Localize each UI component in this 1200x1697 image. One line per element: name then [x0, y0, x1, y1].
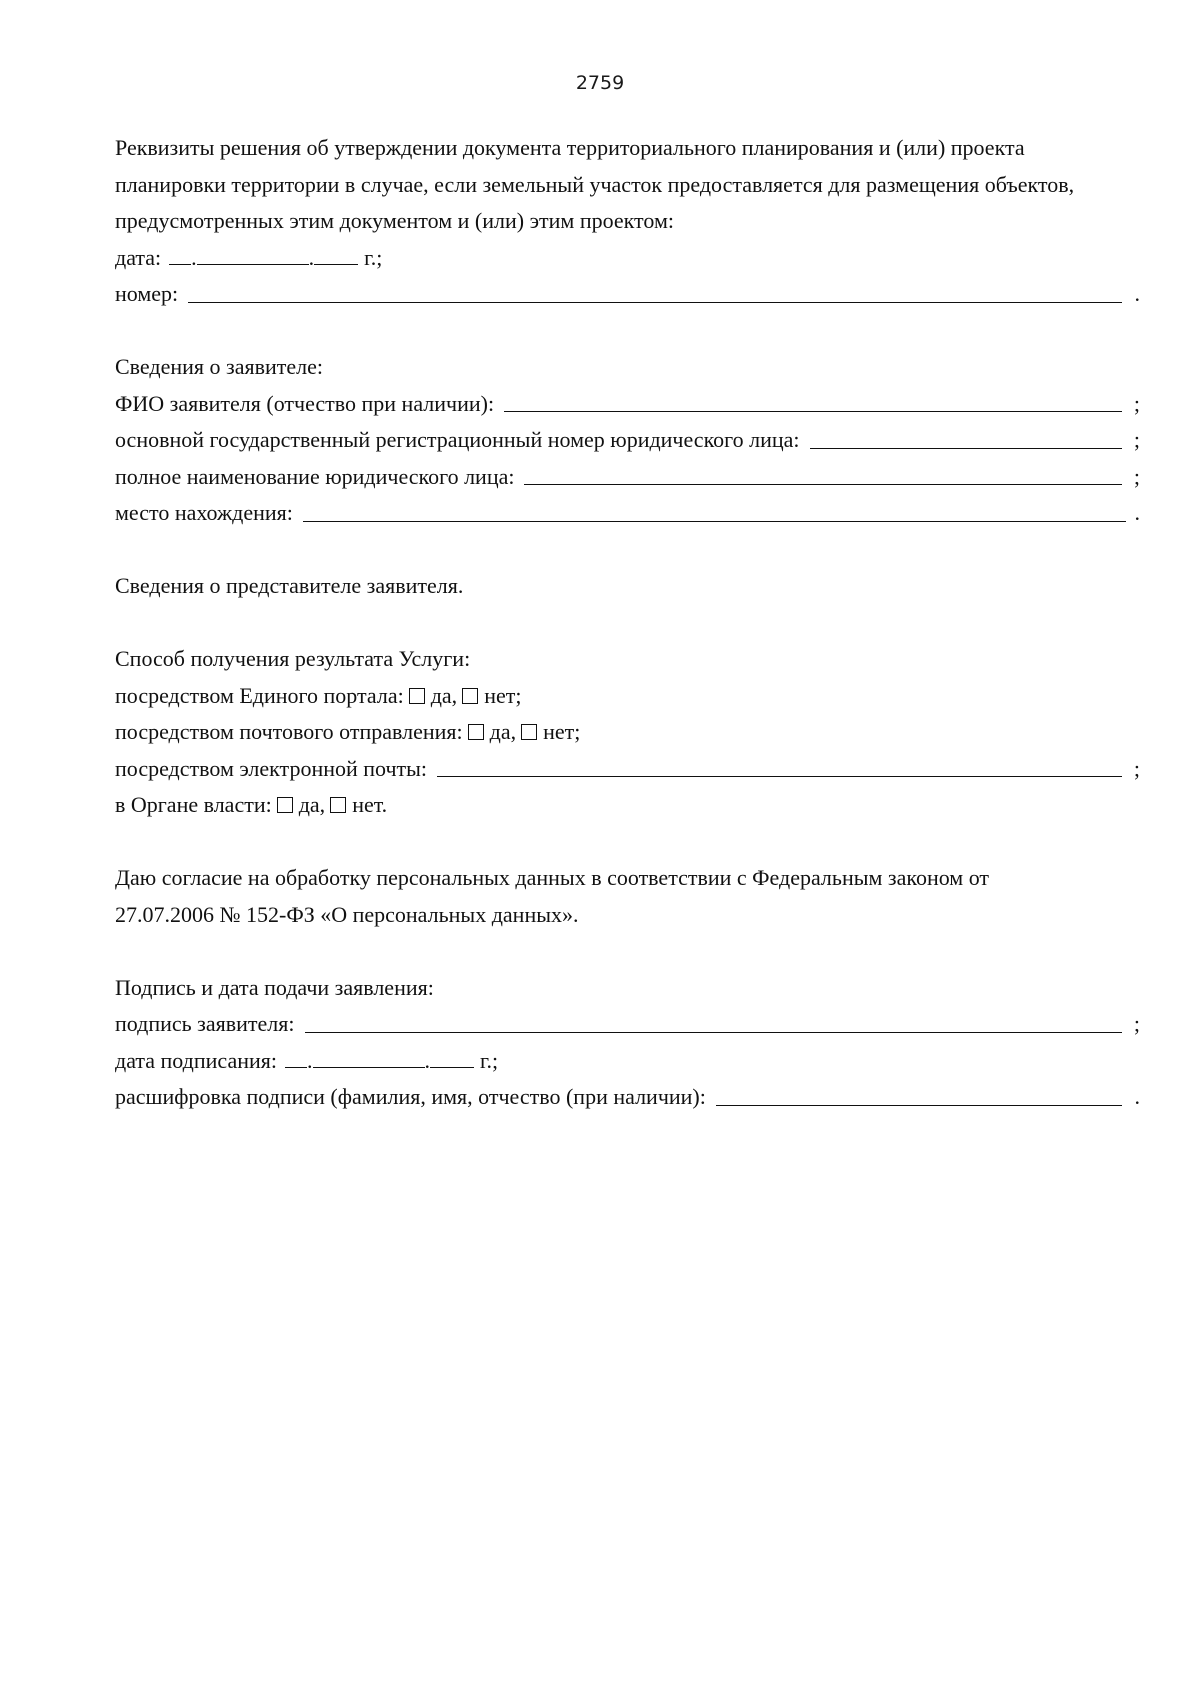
post-yes-checkbox[interactable] — [468, 724, 484, 740]
decision-date-label: дата: — [115, 244, 162, 270]
line-end-semicolon: ; — [1133, 1011, 1140, 1036]
delivery-post-label: посредством почтового отправления: — [115, 719, 463, 744]
sign-date-label: дата подписания: — [115, 1047, 277, 1073]
yes-label: да, — [430, 682, 458, 708]
delivery-office-row — [115, 787, 1140, 824]
yes-label: да, — [298, 792, 326, 817]
decision-date-row — [115, 240, 1140, 277]
representative-heading: Сведения о представителе заявителя. — [115, 573, 464, 598]
applicant-fio-field[interactable] — [504, 393, 1122, 412]
sign-date-day-field[interactable] — [285, 1049, 307, 1068]
decision-number-row — [115, 276, 1140, 313]
no-label: нет; — [484, 682, 522, 708]
date-separator: . — [424, 1047, 430, 1073]
decision-date-day-field[interactable] — [169, 246, 191, 265]
signature-decode-row — [115, 1079, 1140, 1116]
signature-field[interactable] — [305, 1014, 1122, 1033]
consent-text: Даю согласие на обработку персональных данных в соответствии с Федеральным законом от 27.07.2006 № 152-ФЗ «О персональных данных». — [115, 865, 990, 927]
line-end-period: . — [1134, 1084, 1140, 1109]
portal-yes-checkbox[interactable] — [409, 688, 425, 704]
applicant-heading: Сведения о заявителе: — [115, 354, 324, 379]
applicant-ogrn-field[interactable] — [810, 430, 1122, 449]
portal-no-checkbox[interactable] — [462, 688, 478, 704]
applicant-org-name-row — [115, 459, 1140, 496]
date-separator: . — [307, 1047, 313, 1073]
sign-date-suffix: г.; — [480, 1047, 499, 1073]
signature-row — [115, 1006, 1140, 1043]
delivery-email-label: посредством электронной почты: — [115, 755, 428, 781]
no-label: нет. — [352, 792, 388, 817]
decision-requisites-text: Реквизиты решения об утверждении документа территориального планирования и (или) проекта планировки территории в случае, если земельный участок предоставляется для размещения объектов, предусмотренных этим документом и (или) этим проектом: — [115, 135, 1075, 233]
application-form — [115, 130, 1140, 1116]
applicant-fio-label: ФИО заявителя (отчество при наличии): — [115, 390, 495, 416]
sign-date-month-field[interactable] — [313, 1049, 425, 1068]
decision-date-year-field[interactable] — [314, 246, 358, 265]
decision-date-suffix: г.; — [364, 244, 383, 270]
post-no-checkbox[interactable] — [521, 724, 537, 740]
page-number: 2759 — [575, 72, 625, 94]
line-end-period: . — [1134, 281, 1140, 306]
signature-label: подпись заявителя: — [115, 1011, 295, 1036]
delivery-portal-label: посредством Единого портала: — [115, 682, 404, 708]
no-label: нет; — [543, 719, 581, 744]
sign-date-row — [115, 1043, 1140, 1080]
applicant-org-name-label: полное наименование юридического лица: — [115, 463, 515, 489]
applicant-location-row — [115, 495, 1140, 532]
applicant-ogrn-row — [115, 422, 1140, 459]
delivery-post-row — [115, 714, 1140, 751]
delivery-office-label: в Органе власти: — [115, 792, 272, 817]
applicant-fio-row — [115, 386, 1140, 423]
office-yes-checkbox[interactable] — [277, 797, 293, 813]
line-end-semicolon: ; — [1133, 427, 1140, 452]
date-separator: . — [308, 244, 315, 270]
sign-date-year-field[interactable] — [430, 1049, 474, 1068]
decision-number-label: номер: — [115, 281, 179, 306]
yes-label: да, — [489, 719, 517, 744]
applicant-ogrn-label: основной государственный регистрационный номер юридического лица: — [115, 427, 800, 452]
office-no-checkbox[interactable] — [330, 797, 346, 813]
delivery-email-row — [115, 751, 1140, 788]
line-end-period: . — [1134, 500, 1140, 525]
line-end-semicolon: ; — [1133, 755, 1140, 781]
delivery-email-field[interactable] — [437, 758, 1122, 777]
applicant-location-label: место нахождения: — [115, 500, 293, 525]
signature-decode-label: расшифровка подписи (фамилия, имя, отчество (при наличии): — [115, 1084, 706, 1109]
line-end-semicolon: ; — [1133, 390, 1140, 416]
signature-decode-field[interactable] — [716, 1087, 1122, 1106]
applicant-location-field[interactable] — [303, 503, 1126, 522]
date-separator: . — [191, 244, 197, 270]
delivery-heading: Способ получения результата Услуги: — [115, 646, 471, 671]
decision-number-field[interactable] — [188, 284, 1122, 303]
delivery-portal-row — [115, 678, 1140, 715]
line-end-semicolon: ; — [1133, 463, 1140, 489]
decision-date-month-field[interactable] — [197, 246, 309, 265]
applicant-org-name-field[interactable] — [524, 466, 1122, 485]
signature-heading: Подпись и дата подачи заявления: — [115, 974, 434, 1000]
